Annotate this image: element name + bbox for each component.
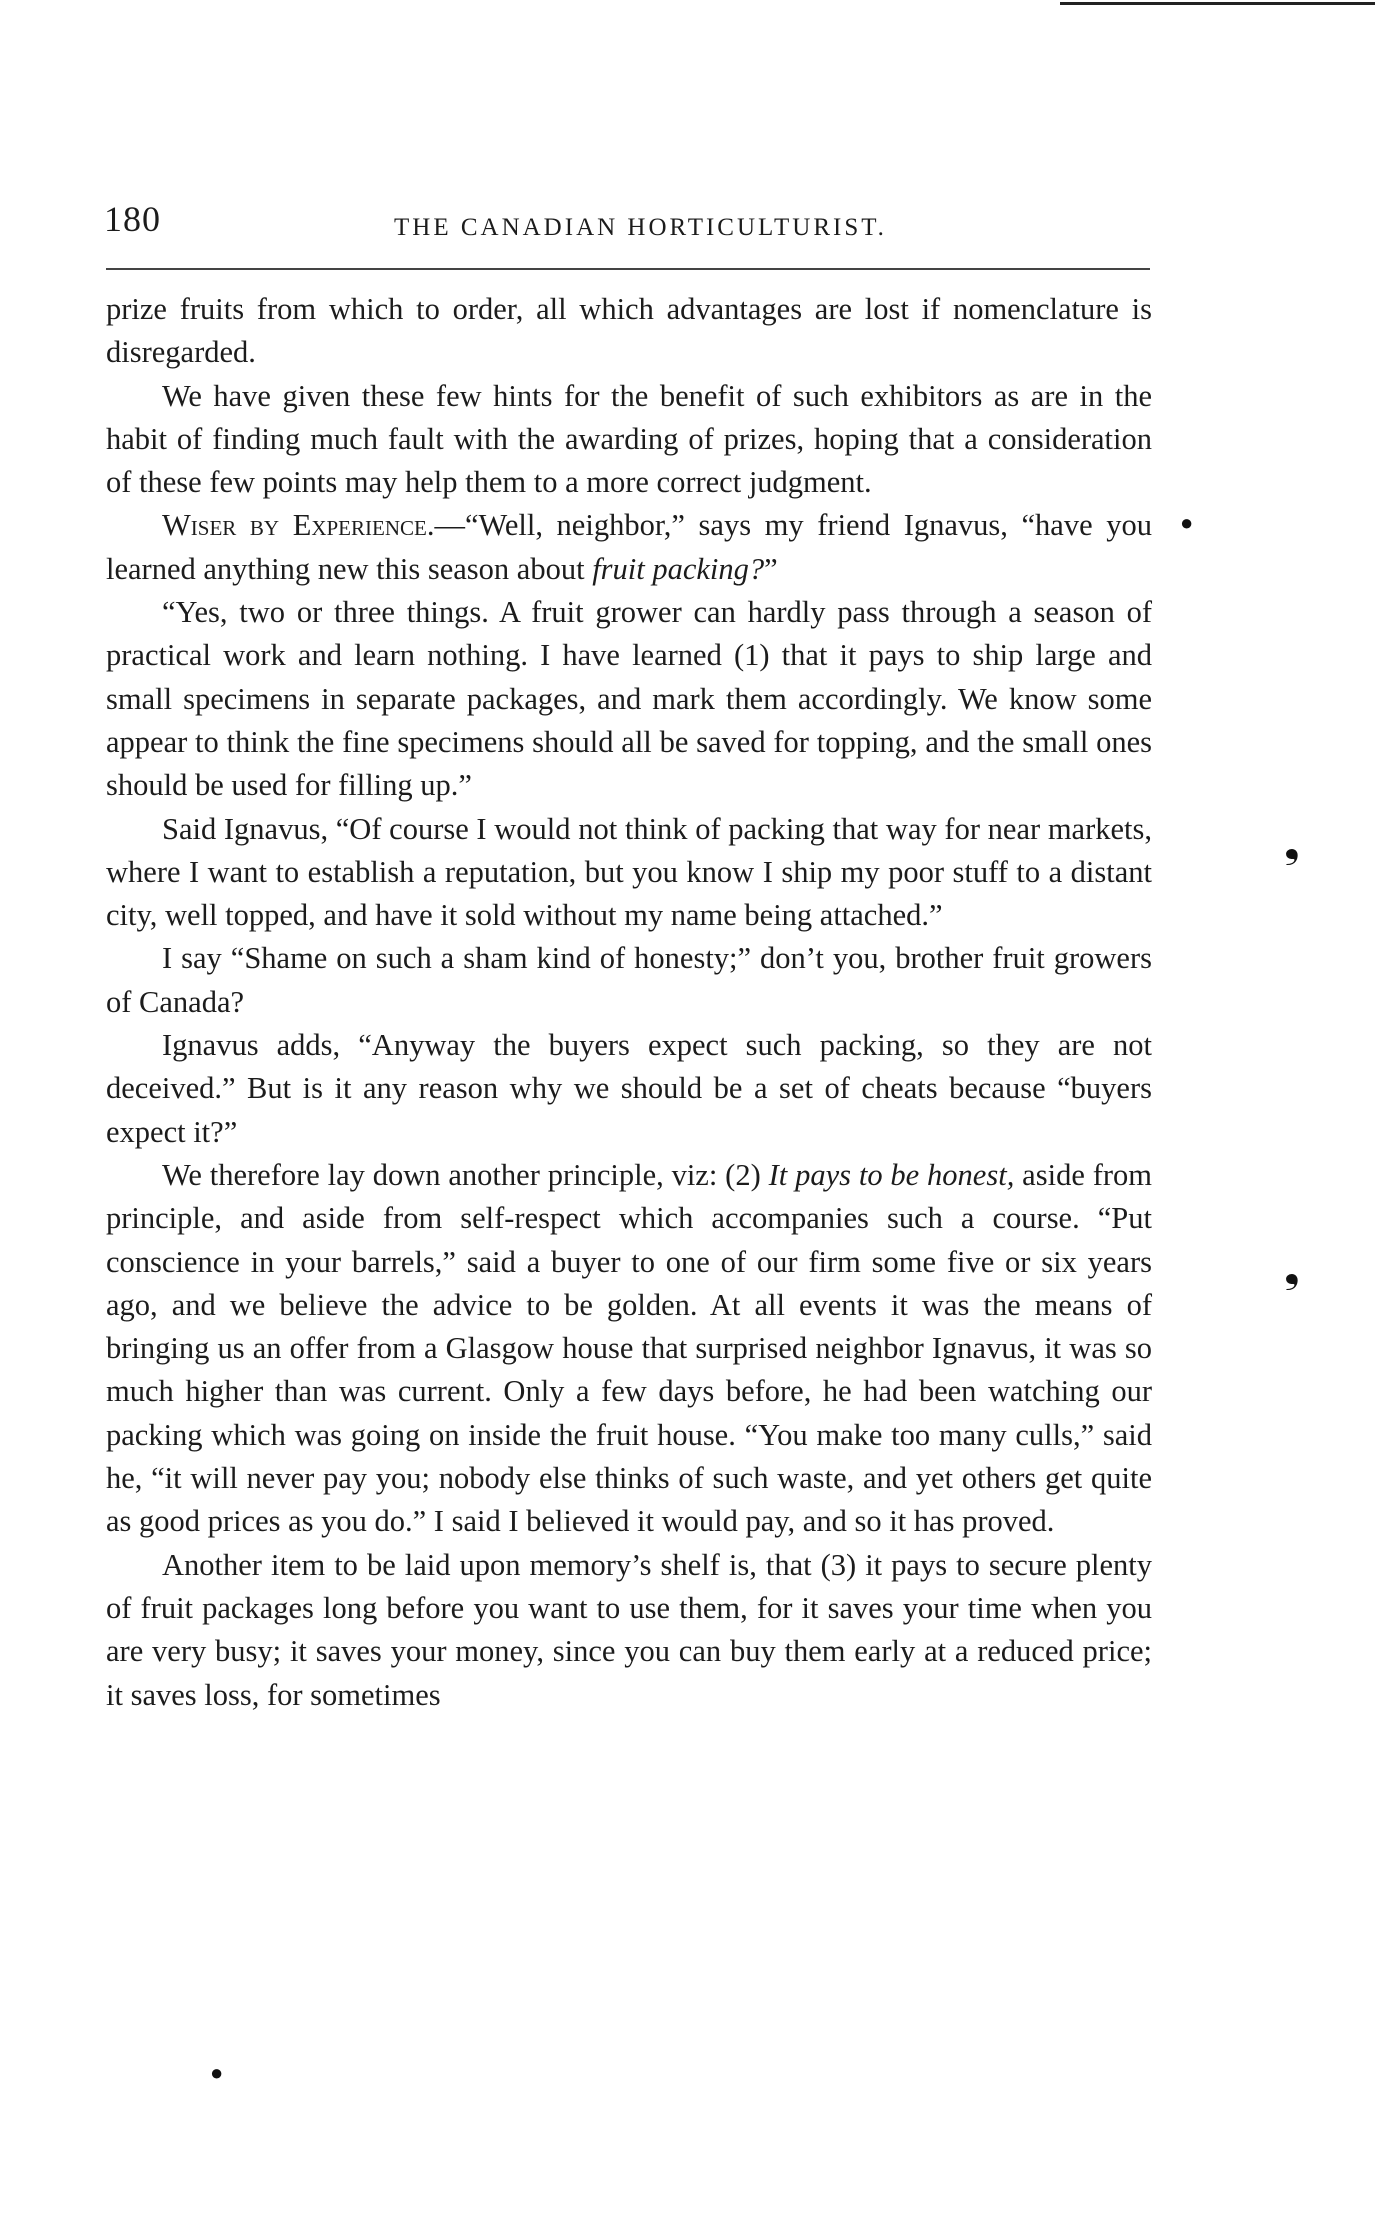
italic-text: fruit packing? [592, 551, 765, 586]
ink-speck-mark: ● [1180, 510, 1194, 535]
paragraph-text: ” [764, 551, 778, 586]
paragraph: Another item to be laid upon memory’s shelf is, that (3) it pays to secure plenty of fruit packages long before you want to use them, for it saves your time when you are very busy; it saves your money, since you can buy them early at a reduced price; it saves loss, for sometimes [106, 1547, 1152, 1712]
section-heading: Wiser by Experience. [162, 508, 435, 543]
paragraph [106, 1154, 1152, 1544]
paragraph: Said Ignavus, “Of course I would not think of packing that way for near markets, where I want to establish a reputation, but you know I ship my poor stuff to a distant city, well topped, and have it sold without my name being attached.” [106, 811, 1152, 933]
paragraph [106, 504, 1152, 591]
paragraph: prize fruits from which to order, all which advantages are lost if nomenclature is disregarded. [106, 292, 1152, 370]
margin-ink-mark: ❟ [1284, 1246, 1300, 1291]
page-header [104, 198, 1154, 248]
italic-text: It pays to be honest, [768, 1157, 1015, 1192]
paragraph: “Yes, two or three things. A fruit grower can hardly pass through a season of practical work and learn nothing. I have learned (1) that it pays to ship large and small specimens in separate packages, and mark them accordingly. We know some appear to think the fine specimens should all be saved for topping, and the small ones should be used for filling up.” [106, 595, 1152, 803]
running-head: THE CANADIAN HORTICULTURIST. [394, 214, 887, 241]
page-number: 180 [104, 199, 161, 239]
paragraph: I say “Shame on such a sham kind of honesty;” don’t you, brother fruit growers of Canada? [106, 941, 1152, 1019]
paragraph: Ignavus adds, “Anyway the buyers expect such packing, so they are not deceived.” But is it any reason why we should be a set of cheats because “buyers expect it?” [106, 1028, 1152, 1149]
paragraph: We have given these few hints for the benefit of such exhibitors as are in the habit of finding much fault with the awarding of prizes, hoping that a consideration of these few points may help them to a more correct judgment. [106, 378, 1152, 500]
margin-ink-mark: ❟ [1284, 821, 1300, 866]
ink-speck-mark: ● [210, 2060, 224, 2085]
header-rule [106, 268, 1150, 270]
paragraph-text: We therefore lay down another principle, viz: (2) [162, 1157, 769, 1192]
paragraph-text: —“Well, neighbor,” says my friend Ignavus, “have you learned anything new this season about [106, 508, 1152, 586]
paragraph-text: aside from principle, and aside from self-respect which accompanies such a course. “Put conscience in your barrels,” said a buyer to one of our firm some five or six years ago, and we believe the advice to be golden. At all events it was the means of bringing us an offer from a Glasgow house that surprised neighbor Ignavus, it was so much higher than was current. Only a few days before, he had been watching our packing which was going on inside the fruit house. “You make too many culls,” said he, “it will never pay you; nobody else thinks of such waste, and yet others get quite as good prices as you do.” I said I believed it would pay, and so it has proved. [106, 1157, 1152, 1539]
top-edge-rule [1060, 2, 1375, 5]
body-text [106, 288, 1152, 1717]
